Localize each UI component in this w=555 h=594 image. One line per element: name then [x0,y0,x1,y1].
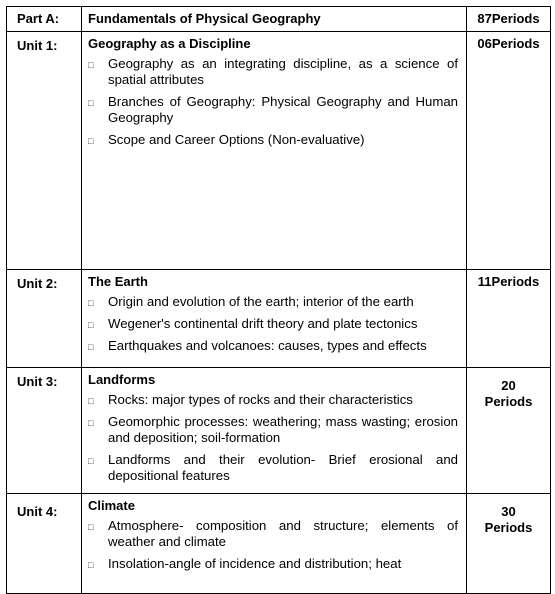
checkbox-bullet-icon: □ [88,298,94,308]
part-header-row [7,7,551,32]
checkbox-bullet-icon: □ [88,396,94,406]
unit-1-label: Unit 1: [17,38,58,53]
unit-1-topics [82,56,466,148]
list-item: □ Wegener's continental drift theory and plate tectonics [88,316,418,331]
checkbox-bullet-icon: □ [88,98,94,108]
list-item: □ Scope and Career Options (Non-evaluative) [88,132,365,147]
unit-2-topics [82,294,466,354]
checkbox-bullet-icon: □ [88,60,94,70]
checkbox-bullet-icon: □ [88,456,94,466]
checkbox-bullet-icon: □ [88,342,94,352]
list-item: □ Branches of Geography: Physical Geography and Human Geography [88,94,458,125]
unit-3-title: Landforms [88,372,156,387]
list-item: □ Insolation-angle of incidence and distribution; heat [88,556,402,571]
part-title-cell [82,7,467,32]
list-item: □ Geography as an integrating discipline, as a science of spatial attributes [88,56,458,87]
list-item: □ Origin and evolution of the earth; interior of the earth [88,294,414,309]
part-label-cell [7,7,82,32]
list-item: □ Atmosphere- composition and structure; elements of weather and climate [88,518,458,549]
syllabus-table [6,6,551,594]
part-label: Part A: [17,11,60,26]
unit-3-label: Unit 3: [17,374,58,389]
unit-2-periods: 11Periods [477,274,540,289]
unit-4-title: Climate [88,498,135,513]
unit-1-title: Geography as a Discipline [88,36,251,51]
checkbox-bullet-icon: □ [88,522,94,532]
unit-3-row [7,368,551,494]
list-item: □ Geomorphic processes: weathering; mass wasting; erosion and deposition; soil-formation [88,414,458,445]
unit-1-row [7,32,551,270]
unit-4-label: Unit 4: [17,504,58,519]
list-item: □ Rocks: major types of rocks and their characteristics [88,392,413,407]
unit-2-row [7,270,551,368]
checkbox-bullet-icon: □ [88,320,94,330]
list-item: □ Landforms and their evolution- Brief erosional and depositional features [88,452,458,483]
checkbox-bullet-icon: □ [88,560,94,570]
part-periods-cell [467,7,551,32]
unit-3-periods: 20 Periods [484,378,533,409]
unit-3-topics [82,392,466,484]
checkbox-bullet-icon: □ [88,418,94,428]
unit-4-topics [82,518,466,572]
checkbox-bullet-icon: □ [88,136,94,146]
unit-4-periods: 30 Periods [484,504,533,535]
list-item: □ Earthquakes and volcanoes: causes, types and effects [88,338,427,353]
unit-1-periods: 06Periods [477,36,540,51]
part-periods: 87Periods [477,11,540,26]
unit-2-title: The Earth [88,274,148,289]
part-title: Fundamentals of Physical Geography [88,11,321,26]
unit-2-label: Unit 2: [17,276,58,291]
